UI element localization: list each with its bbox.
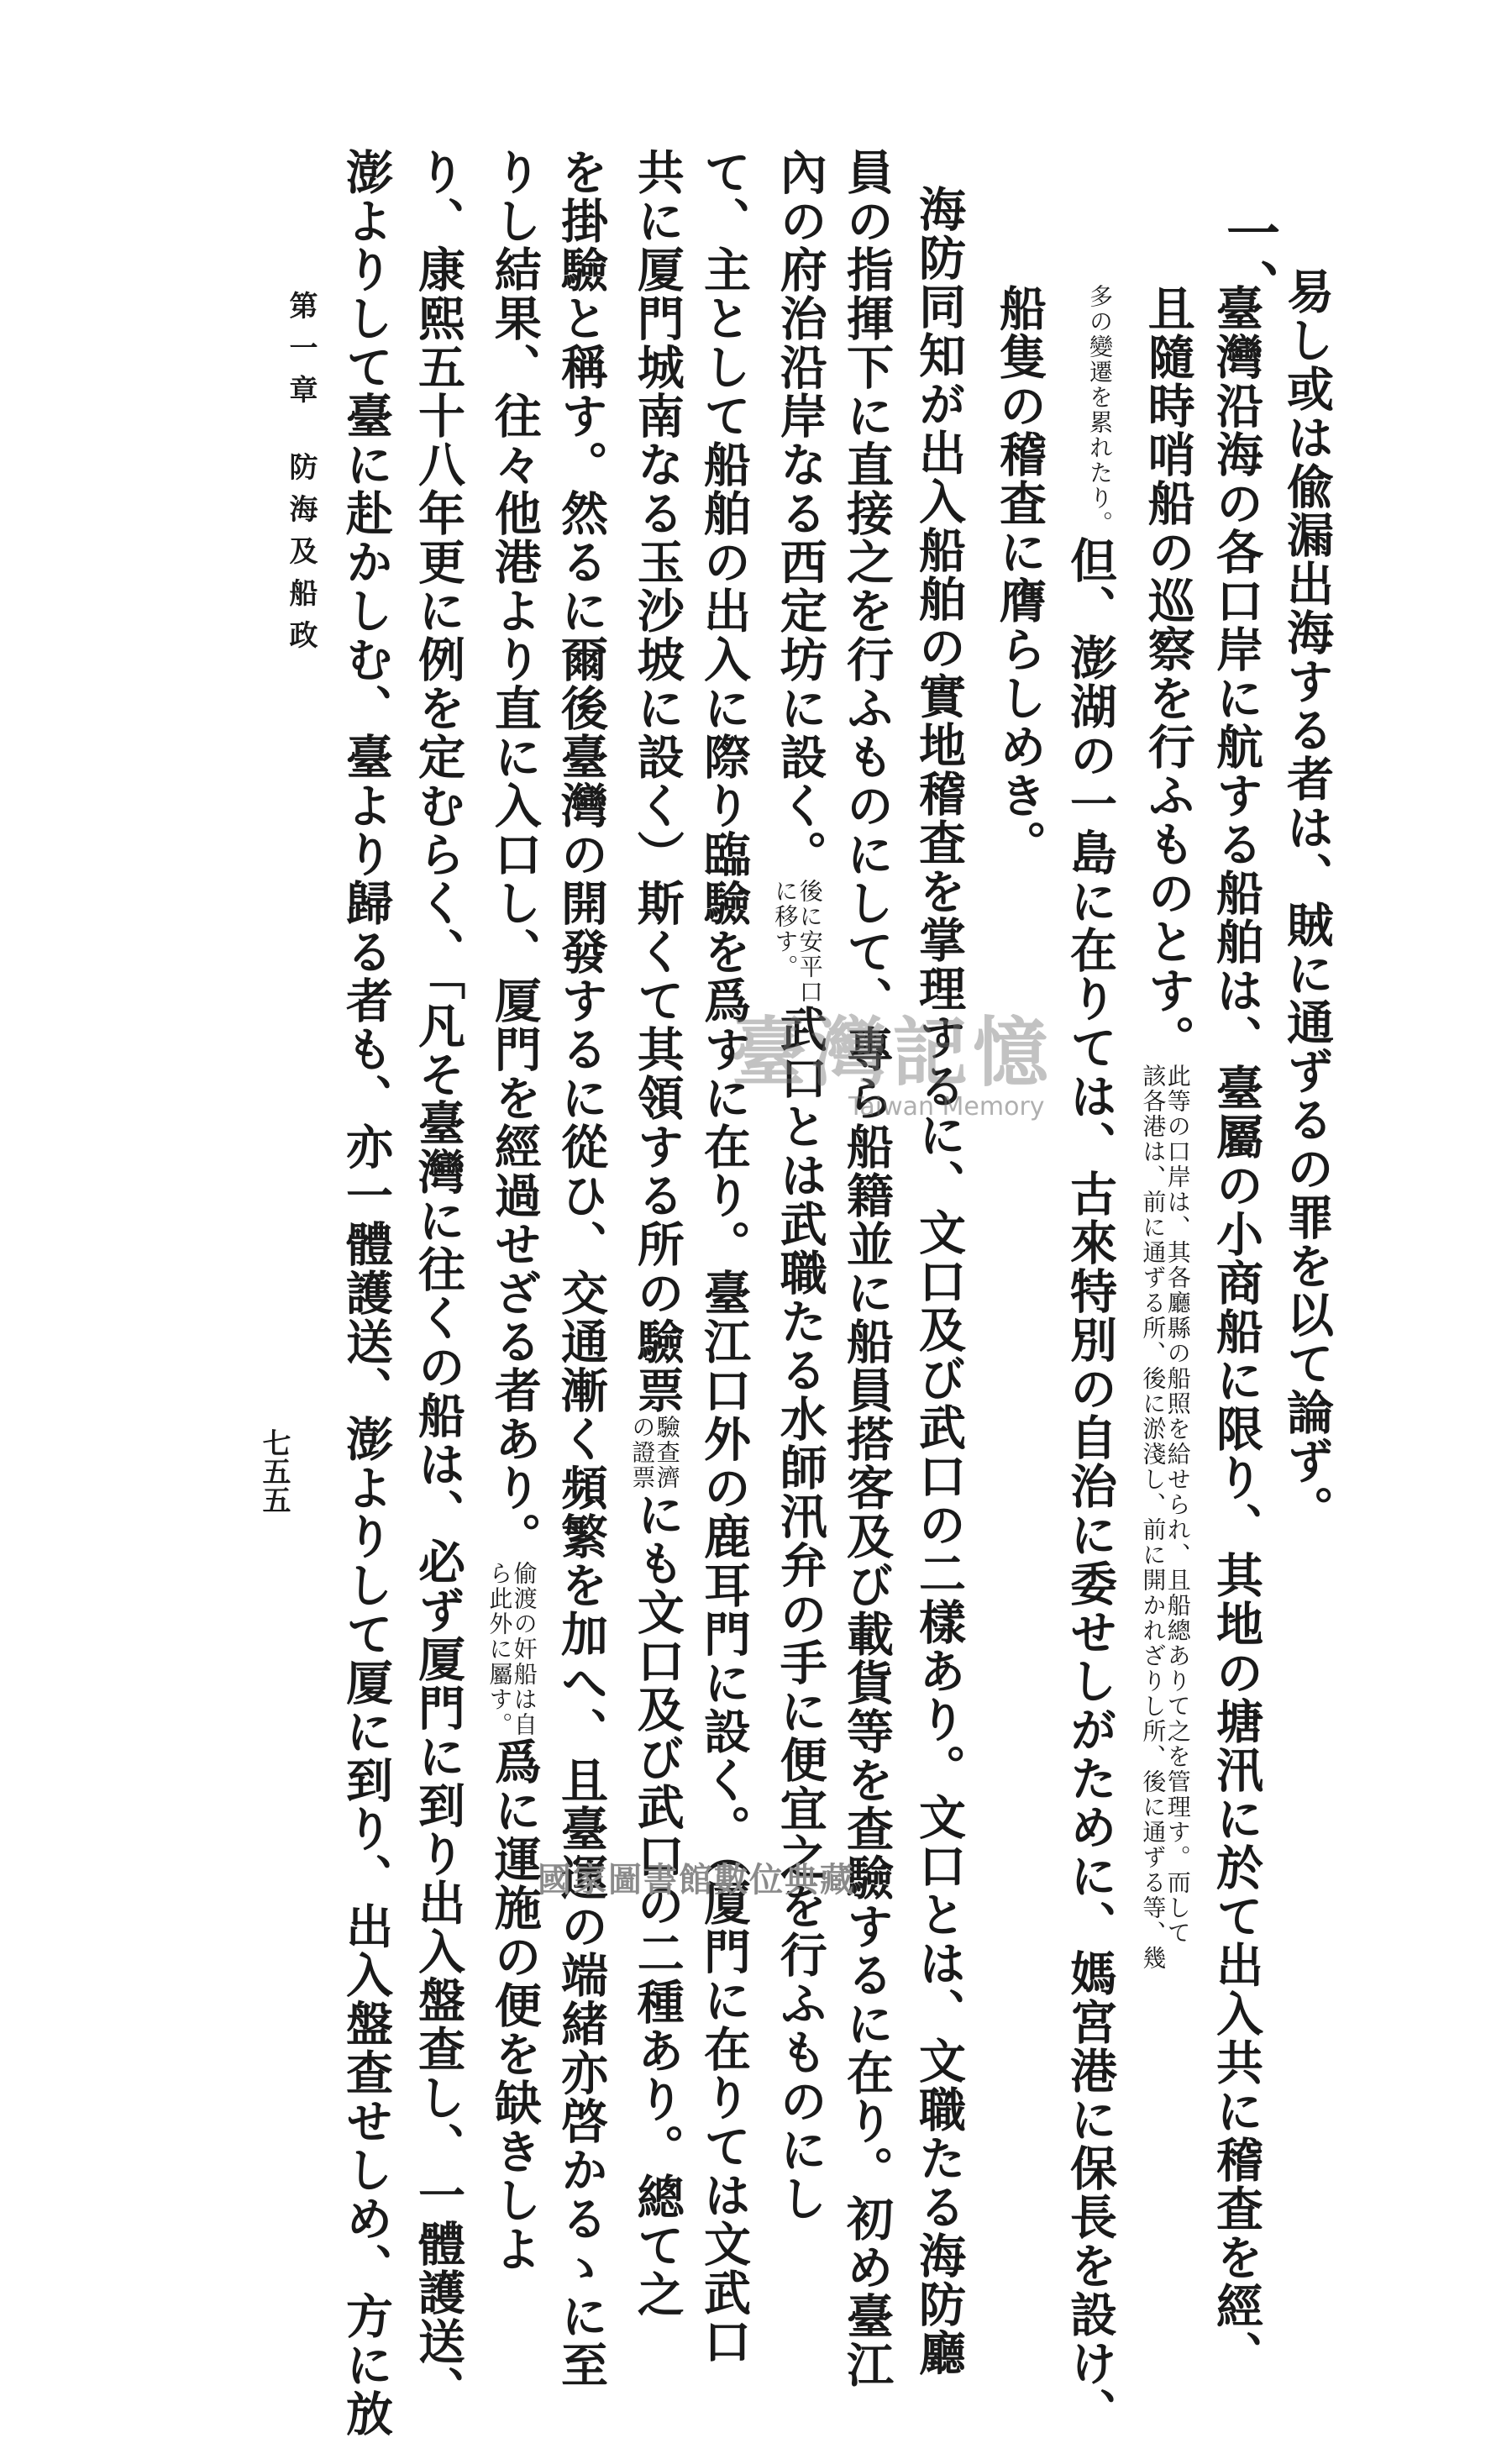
chapter-footer xyxy=(281,291,322,662)
column-text: 臺灣沿海の各口岸に航する船舶は、臺屬の小商船に限り、其地の塘汛に於て出入共に稽査を經、 xyxy=(1209,284,1264,2379)
column-text: 共に厦門城南なる玉沙坡に設く）斯くて其領する所の驗票 xyxy=(629,148,685,1415)
text-column-13 xyxy=(411,148,466,2414)
column-text: 爲に運施の便を缺きしよ xyxy=(486,1737,543,2273)
column-text: 船隻の稽査に膺らしめき。 xyxy=(992,284,1047,869)
chapter-title: 防海及船政 xyxy=(284,452,318,662)
text-column-2 xyxy=(1209,284,1264,2379)
annotation-note: 後に安平口 に移す。 xyxy=(771,879,824,1005)
column-text: 武口とは武職たる水師汛弁の手に便宜之を行ふものにし xyxy=(772,1005,828,2223)
text-column-14 xyxy=(339,148,394,2438)
column-text: 且隨時哨船の巡察を行ふものとす。 xyxy=(1140,284,1196,1064)
text-column-5 xyxy=(992,284,1047,869)
text-column-12 xyxy=(486,148,543,2273)
column-text: 但、澎湖の一島に在りては、古來特別の自治に委せしがために、媽宮港に保長を設け、 xyxy=(1063,536,1118,2436)
section-heading-mark: 一、 xyxy=(1217,205,1280,313)
text-column-4 xyxy=(1063,284,1118,2436)
annotation-note: 偷渡の奸船は自 ら此外に屬す。 xyxy=(486,1561,538,1737)
column-text: り、康熙五十八年更に例を定むらく、「凡そ臺灣に往くの船は、必ず厦門に到り出入盤查し、一體護送、 xyxy=(411,148,466,2414)
column-text: にも文口及び武口の二種あり。總て之 xyxy=(629,1490,685,2319)
text-column-11 xyxy=(554,148,609,2389)
text-column-7 xyxy=(839,148,895,2389)
column-text: 員の指揮下に直接之を行ふものにして、專ら船籍並に船員搭客及び載貨等を查驗するに在り。初め臺江 xyxy=(839,148,895,2389)
column-text: を掛驗と稱す。然るに爾後臺灣の開發するに從ひ、交通漸く頻繁を加へ、且臺運の端緒亦啓かるゝに至 xyxy=(554,148,609,2389)
column-text: 澎よりして臺に赴かしむ、臺より歸る者も、亦一體護送、澎よりして厦に到り、出入盤查せしめ、方に放 xyxy=(339,148,394,2438)
chapter-label: 第一章 xyxy=(284,291,318,417)
column-text: て、主として船舶の出入に際り臨驗を爲すに在り。臺江口外の鹿耳門に設く。（厦門に在りては文武口 xyxy=(696,148,752,2366)
text-column-6 xyxy=(911,185,967,2378)
annotation-note: 累れたり。 xyxy=(1086,410,1114,536)
text-column-3 xyxy=(1139,284,1196,1971)
column-text: りし結果、往々他港より直に入口し、厦門を經過せざる者あり。 xyxy=(486,148,543,1561)
annotation-note: 此等の口岸は、其各廳縣の船照を給せられ、且船總ありて之を管理す。而して 該各港は、前に通ずる所、後に淤淺し、前に開かれざりし所、後に通ずる等、幾 xyxy=(1139,1064,1192,1971)
text-column-10 xyxy=(628,148,685,2319)
watermark-logo: 臺灣記憶 xyxy=(731,1008,1053,1097)
column-text: 內の府治沿岸なる西定坊に設く。 xyxy=(772,148,828,879)
column-text: 海防同知が出入船舶の實地稽査を掌理するに、文口及び武口の二樣あり。文口とは、文職たる海防廳 xyxy=(911,185,967,2378)
text-column-8 xyxy=(771,148,828,2223)
text-column-1 xyxy=(1279,267,1335,1534)
watermark-subtitle: Taiwan Memory xyxy=(848,1092,1045,1122)
page-number: 七五五 xyxy=(257,1428,291,1514)
column-text: 易し或は偸漏出海する者は、賊に通ずるの罪を以て論ず。 xyxy=(1279,267,1335,1534)
library-mark: 國家圖書館數位典藏 xyxy=(538,1861,855,1899)
annotation-note: 多の變遷を xyxy=(1086,284,1114,410)
annotation-note: 驗查濟 の證票 xyxy=(628,1415,681,1490)
text-column-9 xyxy=(696,148,752,2366)
